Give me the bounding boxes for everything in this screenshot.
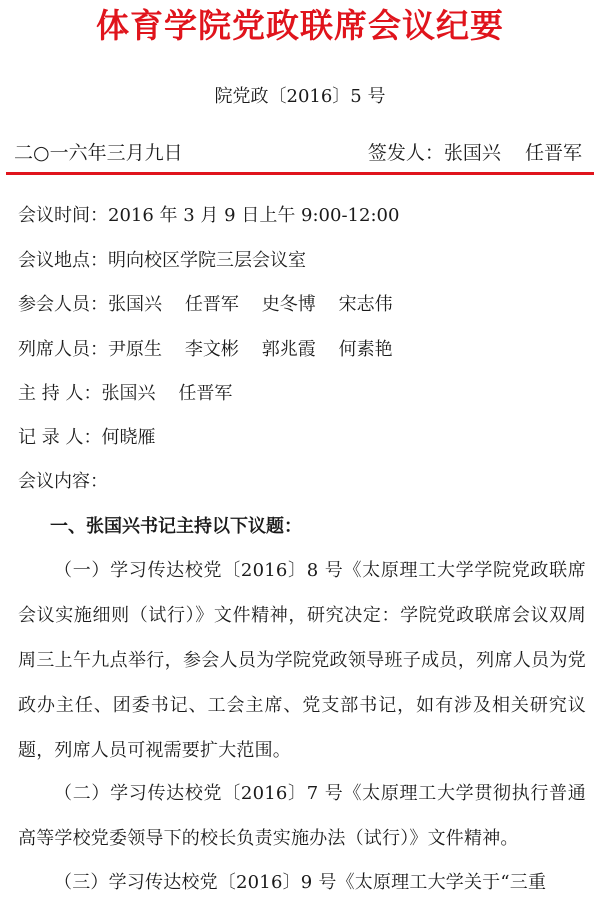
agenda-item-2: （二）学习传达校党〔2016〕7 号《太原理工大学贯彻执行普通高等学校党委领导下的校长负责实施办法（试行）》文件精神。	[18, 783, 586, 849]
issue-date: 二○一六年三月九日	[14, 142, 183, 164]
document-title: 体育学院党政联席会议纪要	[96, 6, 504, 45]
agenda-item-1: （一）学习传达校党〔2016〕8 号《太原理工大学学院党政联席会议实施细则（试行）》文件精神，研究决定：学院党政联席会议双周周三上午九点举行，参会人员为学院党政领导班子成员，列席人员为党政办主任、团委书记、工会主席、党支部书记，如有涉及相关研究议题，列席人员可视需要扩大范围。	[18, 560, 586, 761]
meeting-time: 会议时间：2016 年 3 月 9 日上午 9:00-12:00	[18, 205, 400, 226]
meeting-place: 会议地点：明向校区学院三层会议室	[18, 250, 306, 271]
agenda-item-3: （三）学习传达校党〔2016〕9 号《太原理工大学关于“三重	[54, 872, 547, 893]
red-divider	[6, 172, 594, 175]
document-number: 院党政〔2016〕5 号	[214, 86, 386, 107]
meeting-recorder: 记 录 人：何晓雁	[18, 427, 156, 448]
section-heading: 一、张国兴书记主持以下议题：	[50, 516, 302, 537]
meeting-observers: 列席人员：尹原生 李文彬 郭兆霞 何素艳	[18, 339, 393, 360]
signer-line: 签发人：张国兴 任晋军	[367, 142, 582, 164]
meeting-host: 主 持 人：张国兴 任晋军	[18, 383, 233, 404]
meeting-content-label: 会议内容：	[18, 471, 108, 492]
meeting-attendees: 参会人员：张国兴 任晋军 史冬博 宋志伟	[18, 294, 393, 315]
